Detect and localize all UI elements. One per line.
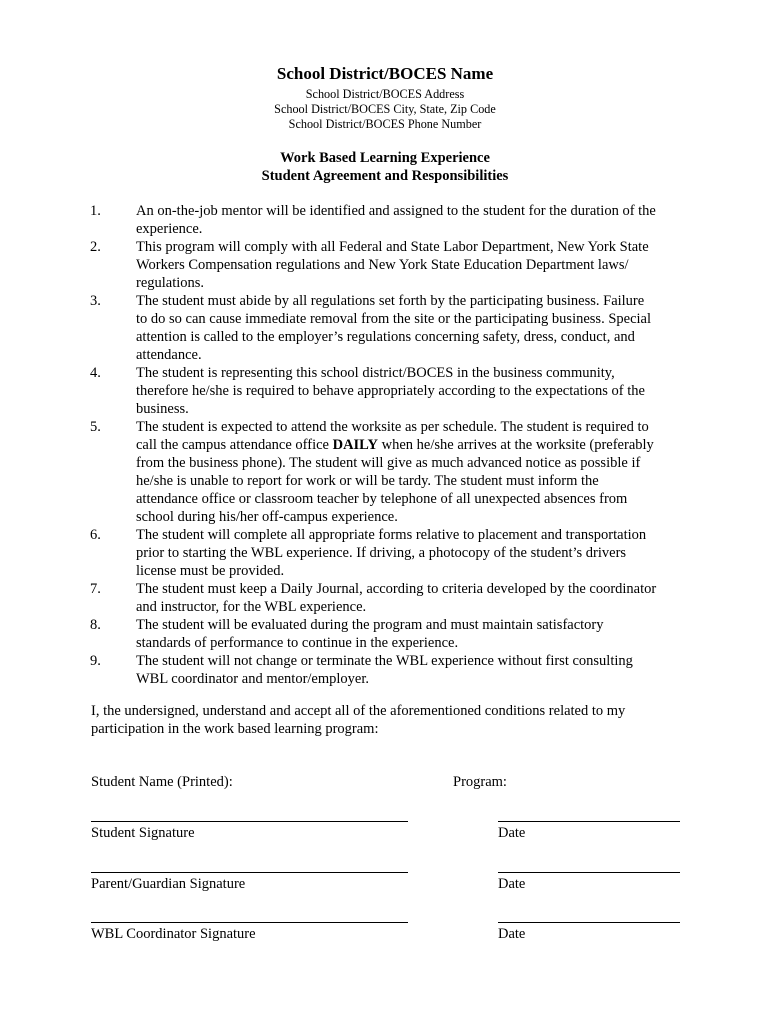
list-item — [0, 292, 770, 364]
item-number: 1. — [90, 203, 101, 219]
student-signature-line[interactable] — [91, 821, 408, 822]
parent-date-line[interactable] — [498, 872, 680, 873]
list-item — [0, 364, 770, 418]
form-title-line2: Student Agreement and Responsibilities — [261, 168, 509, 184]
item-text-before: The student is expected to attend the worksite as per schedule. The student is required to call the campus attendance office — [136, 419, 649, 453]
item-text — [136, 418, 682, 526]
parent-date-label: Date — [498, 876, 526, 892]
item-text: The student will complete all appropriate forms relative to placement and transportation prior to starting the WBL experience. If driving, a photocopy of the student’s drivers license must be provided. — [136, 527, 647, 579]
item-text: The student is representing this school district/BOCES in the business community, therefore he/she is required to behave appropriately according to the expectations of the business. — [136, 365, 645, 417]
item-text: The student must keep a Daily Journal, according to criteria developed by the coordinator and instructor, for the WBL experience. — [136, 581, 657, 615]
item-number: 2. — [90, 239, 101, 255]
district-phone: School District/BOCES Phone Number — [288, 117, 482, 131]
list-item — [0, 652, 770, 688]
coordinator-date-line[interactable] — [498, 922, 680, 923]
item-text: The student must abide by all regulations set forth by the participating business. Failure to do so can cause immediate removal from the site or the participating business. Special attention is called to the employer’s regulations concerning safety, dress, conduct, and attendance. — [136, 293, 652, 363]
item-number: 3. — [90, 293, 101, 309]
coordinator-date-label: Date — [498, 926, 526, 942]
program-label: Program: — [453, 774, 507, 790]
district-name: School District/BOCES Name — [276, 64, 494, 83]
item-text-after: when he/she arrives at the worksite (preferably from the business phone). The student will give as much advanced notice as possible if he/she is unable to report for work or will be tardy. The student must inform the attendance office or classroom teacher by telephone of all unexpected absences from school during his/her off-campus experience. — [136, 437, 654, 525]
item-text: The student will be evaluated during the program and must maintain satisfactory standards of performance to continue in the experience. — [136, 617, 604, 651]
district-city-state-zip: School District/BOCES City, State, Zip Code — [274, 102, 496, 116]
list-item — [0, 238, 770, 292]
item-number: 4. — [90, 365, 101, 381]
student-date-label: Date — [498, 825, 526, 841]
daily-emphasis: DAILY — [332, 437, 378, 453]
student-name-label: Student Name (Printed): — [91, 774, 233, 790]
list-item — [0, 580, 770, 616]
item-number: 9. — [90, 653, 101, 669]
form-title-line1: Work Based Learning Experience — [280, 150, 490, 166]
item-text: An on-the-job mentor will be identified and assigned to the student for the duration of the experience. — [136, 203, 656, 237]
list-item — [0, 202, 770, 238]
item-number: 8. — [90, 617, 101, 633]
student-signature-label: Student Signature — [91, 825, 195, 841]
list-item — [0, 526, 770, 580]
item-text: The student will not change or terminate the WBL experience without first consulting WBL coordinator and mentor/employer. — [136, 653, 633, 687]
student-date-line[interactable] — [498, 821, 680, 822]
list-item — [0, 418, 770, 526]
coordinator-signature-label: WBL Coordinator Signature — [91, 926, 256, 942]
item-number: 5. — [90, 419, 101, 435]
acceptance-statement: I, the undersigned, understand and accept all of the aforementioned conditions related to my participation in the work based learning program: — [91, 703, 626, 737]
parent-signature-line[interactable] — [91, 872, 408, 873]
list-item — [0, 616, 770, 652]
parent-signature-label: Parent/Guardian Signature — [91, 876, 246, 892]
item-number: 6. — [90, 527, 101, 543]
item-number: 7. — [90, 581, 101, 597]
responsibilities-list — [0, 202, 770, 688]
district-address: School District/BOCES Address — [305, 87, 465, 101]
item-text: This program will comply with all Federal and State Labor Department, New York State Workers Compensation regulations and New York State Education Department laws/ regulations. — [136, 239, 649, 291]
coordinator-signature-line[interactable] — [91, 922, 408, 923]
